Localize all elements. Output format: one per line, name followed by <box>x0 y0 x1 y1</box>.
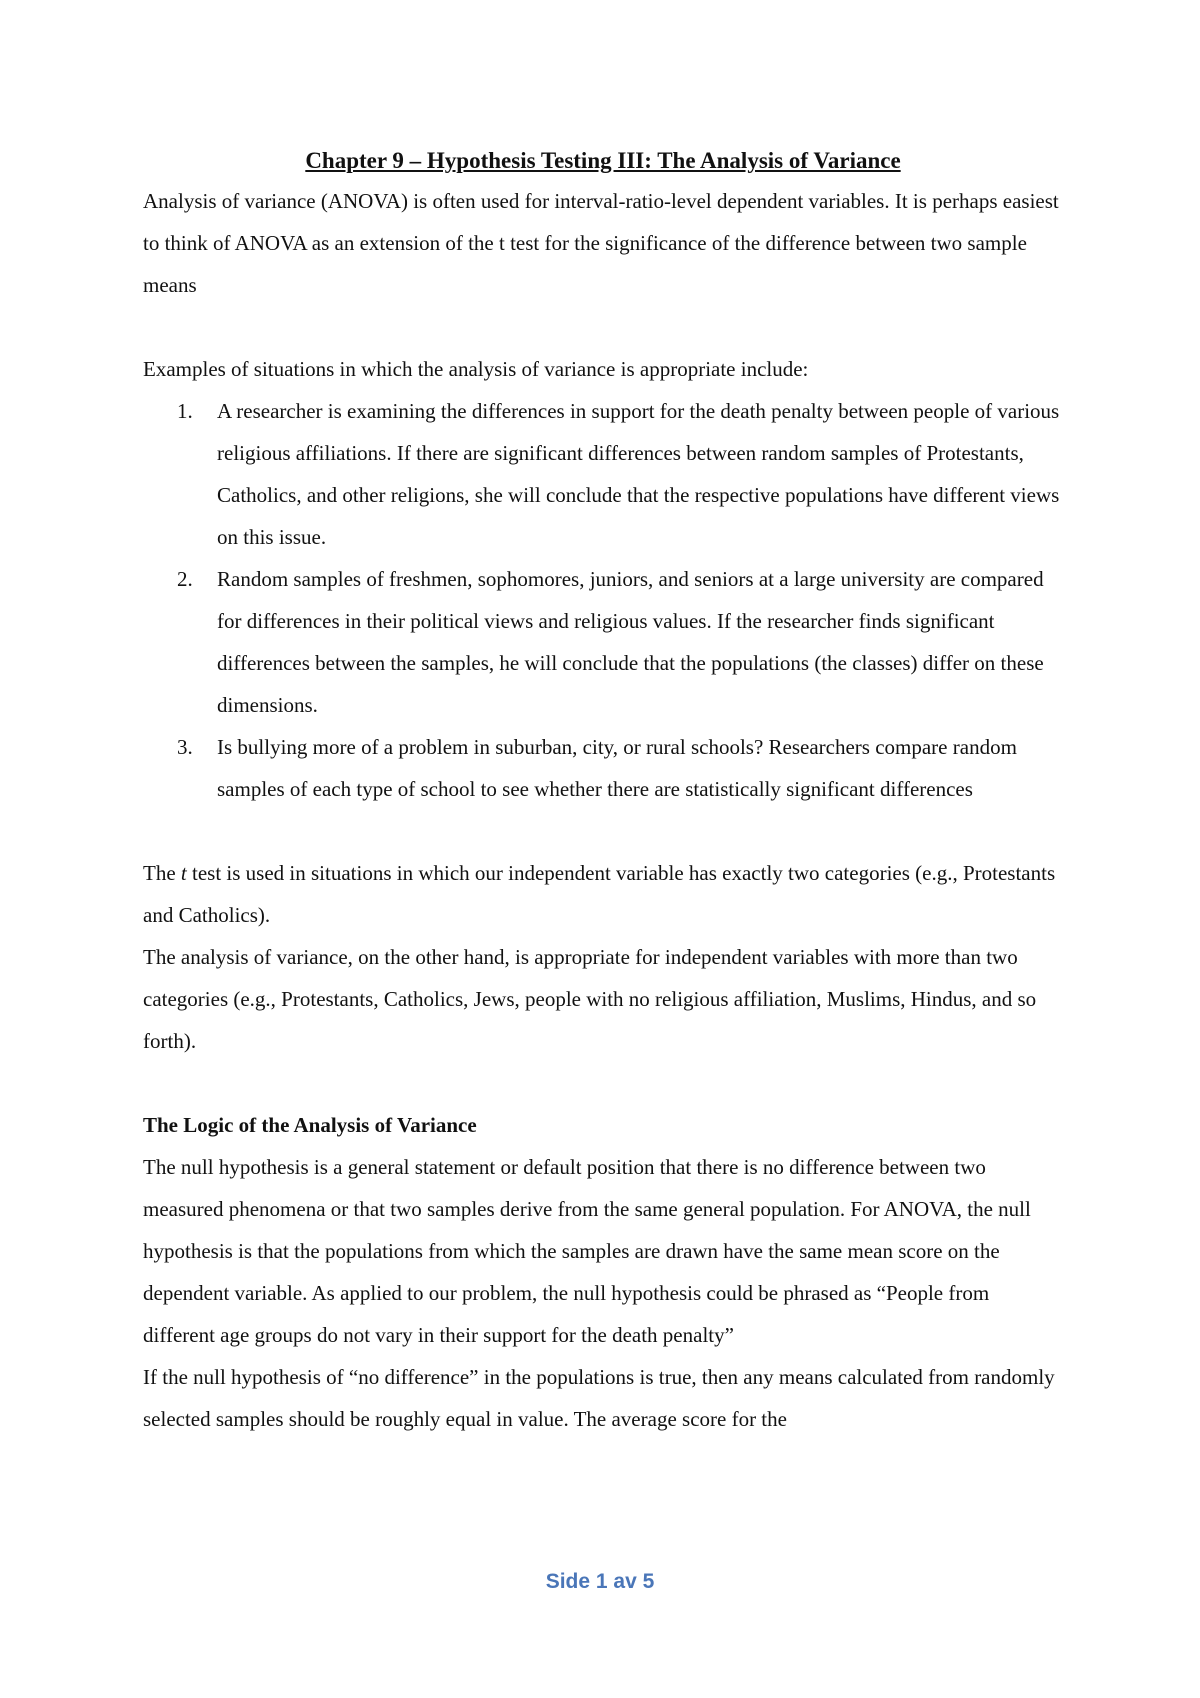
paragraph-spacer <box>143 1062 1063 1104</box>
document-title: Chapter 9 – Hypothesis Testing III: The Analysis of Variance <box>305 148 901 173</box>
list-item <box>143 558 1063 726</box>
list-item-text: Is bullying more of a problem in suburban, city, or rural schools? Researchers compare random samples of each type of school to see whether there are statistically significant differences <box>217 735 1017 801</box>
ttest-italic-t: t <box>180 861 187 885</box>
no-difference-paragraph: If the null hypothesis of “no difference” in the populations is true, then any means calculated from randomly selected samples should be roughly equal in value. The average score for the <box>143 1365 1055 1431</box>
paragraph-spacer <box>143 810 1063 852</box>
page-content <box>143 142 1063 1440</box>
page-footer <box>0 1570 1200 1594</box>
list-item <box>143 390 1063 558</box>
examples-intro: Examples of situations in which the analysis of variance is appropriate include: <box>143 357 809 381</box>
list-item-number: 3. <box>177 735 193 759</box>
list-item-number: 1. <box>177 399 193 423</box>
section-heading: The Logic of the Analysis of Variance <box>143 1113 477 1137</box>
list-item-text: A researcher is examining the differences in support for the death penalty between people of various religious affiliations. If there are significant differences between random samples of Protestants, Catholics, and other religions, she will conclude that the respective populations have different views on this issue. <box>217 399 1060 549</box>
list-item-text: Random samples of freshmen, sophomores, juniors, and seniors at a large university are compared for differences in their political views and religious values. If the researcher finds significant differences between the samples, he will conclude that the populations (the classes) differ on these dimensions. <box>217 567 1044 717</box>
list-item <box>143 726 1063 810</box>
intro-paragraph: Analysis of variance (ANOVA) is often used for interval-ratio-level dependent variables. It is perhaps easiest to think of ANOVA as an extension of the t test for the significance of the difference between two sample means <box>143 189 1059 297</box>
ttest-prefix: The <box>143 861 181 885</box>
examples-list <box>143 390 1063 810</box>
page-number: Side 1 av 5 <box>545 1570 655 1593</box>
paragraph-spacer <box>143 306 1063 348</box>
list-item-number: 2. <box>177 567 193 591</box>
null-hypothesis-paragraph: The null hypothesis is a general statement or default position that there is no difference between two measured phenomena or that two samples derive from the same general population. For ANOVA, the null hypothesis is that the populations from which the samples are drawn have the same mean score on the dependent variable. As applied to our problem, the null hypothesis could be phrased as “People from different age groups do not vary in their support for the death penalty” <box>143 1155 1031 1347</box>
anova-paragraph: The analysis of variance, on the other hand, is appropriate for independent variables with more than two categories (e.g., Protestants, Catholics, Jews, people with no religious affiliation, Muslims, Hindus, and so forth). <box>143 945 1037 1053</box>
ttest-paragraph <box>143 852 1063 936</box>
ttest-rest: test is used in situations in which our independent variable has exactly two categories (e.g., Protestants and Catholics). <box>143 861 1056 927</box>
